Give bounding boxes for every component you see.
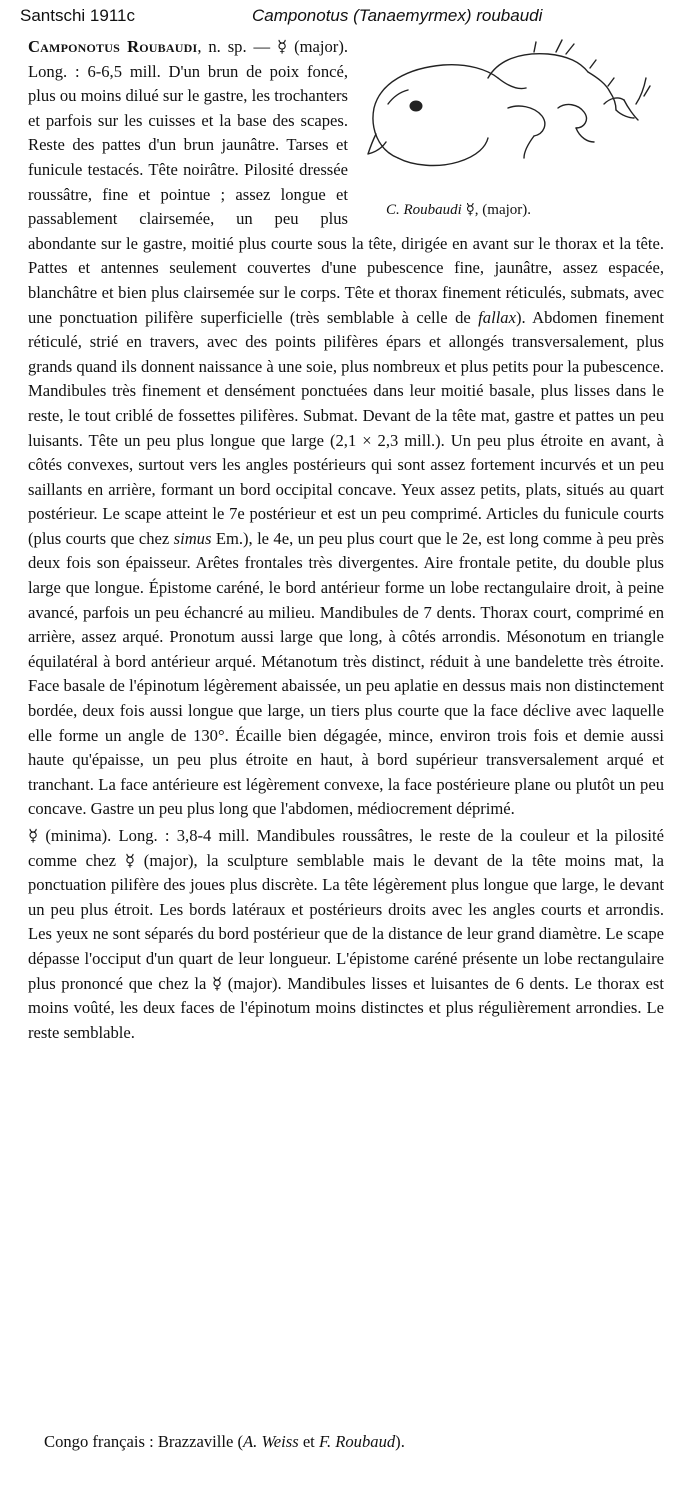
compared-species-fallax: fallax [478,307,516,327]
article-body [28,35,664,1045]
running-header-taxon: Camponotus (Tanaemyrmex) roubaudi [252,6,543,25]
species-title: Camponotus Roubaudi [28,37,198,56]
running-header-citation: Santschi 1911c [20,6,135,25]
eye-mark [410,101,423,112]
compared-species-simus: simus [173,528,212,548]
collector-roubaud: F. Roubaud [318,1432,396,1451]
ant-head-figure [358,38,664,228]
locality-line: Congo français : Brazzaville (A. Weiss et F. Roubaud). [44,1432,405,1451]
collector-weiss: A. Weiss [243,1432,299,1451]
ant-head-drawing [358,38,664,198]
description-minima: ☿ (minima). Long. : 3,8-4 mill. Mandibules roussâtres, le reste de la couleur et la pilosité comme chez ☿ (major), la sculpture semblable mais le devant de la tête moins mat, la ponctuation pilifère des joues plus discrète. La tête légèrement plus longue que large, le devant un peu plus étroit. Les bords latéraux et postérieurs droits avec les angles courts et arrondis. Les yeux ne sont séparés du bord postérieur que de la distance de leur grand diamètre. Le scape dépasse l'occiput d'un quart de leur longueur. L'épistome caréné présente un lobe rectangulaire plus prononcé que chez la ☿ (major). Mandibules lisses et luisantes de 6 dents. Le thorax est moins voûté, les deux faces de l'épinotum moins distinctes et plus régulièrement arrondies. Le reste semblable. [28,826,664,1042]
figure-caption: C. Roubaudi ☿, (major). [386,202,532,218]
description-major: C. Roubaudi ☿, (major). Camponotus Roubaudi, n. sp. — ☿ (major). Long. : 6-6,5 mill. D'un brun de poix foncé, plus ou moins dilué sur le gastre, les trochanters et parfois sur les cuisses et la base des scapes. Reste des pattes d'un brun jaunâtre. Tarses et funicule testacés. Tête noirâtre. Pilosité dressée roussâtre, fine et pointue ; assez longue et passablement clairsemée, un peu plus abondante sur le gastre, moitié plus courte sous la tête, dirigée en avant sur le thorax et la tête. Pattes et antennes seulement couvertes d'une pubescence fine, jaunâtre, assez espacée, blanchâtre et bien plus clairsemée sur le corps. Tête et thorax finement réticulés, submats, avec une ponctuation pilifère superficielle (très semblable à celle de fallax). Abdomen finement réticulé, strié en travers, avec des points pilifères épars et allongés transversalement, plus grands quand ils donnent naissance à une soie, plus nombreux et plus petits pour la pubescence. Mandibules très finement et densément ponctuées dans leur moitié basale, plus lisses dans le reste, le tout criblé de fossettes pilifères. Submat. Devant de la tête mat, gastre et pattes un peu luisants. Tête un peu plus longue que large (2,1 × 2,3 mill.). Un peu plus étroite en avant, à côtés convexes, surtout vers les angles postérieurs qui sont assez fortement incurvés et un peu saillants en arrière, formant un bord occipital concave. Yeux assez petits, plats, situés au quart postérieur. Le scape atteint le 7e postérieur et est un peu comprimé. Articles du funicule courts (plus courts que chez simus Em.), le 4e, un peu plus court que le 2e, est long comme à peu près deux fois son épaisseur. Arêtes frontales très divergentes. Aire frontale petite, du double plus large que longue. Épistome caréné, le bord antérieur forme un lobe rectangulaire droit, à peine avancé, parfois un peu échancré au milieu. Mandibules de 7 dents. Thorax court, comprimé en arrière, assez arqué. Pronotum aussi large que long, à côtés arrondis. Mésonotum en triangle équilatéral à bord antérieur arqué. Métanotum très distinct, réduit à une bandelette très étroite. Face basale de l'épinotum légèrement abaissée, un peu aplatie en dessus mais non distinctement bordée, deux fois aussi longue que large, un tiers plus courte que la face déclive avec laquelle elle forme un angle de 130°. Écaille bien dégagée, mince, environ trois fois et demie aussi haute qu'épaisse, un peu plus étroite en haut, à bord supérieur transversalement arqué et tranchant. La face antérieure est légèrement convexe, la face postérieure plane ou plutôt un peu concave. Gastre un peu plus long que l'abdomen, médiocrement déprimé. [28,37,665,819]
